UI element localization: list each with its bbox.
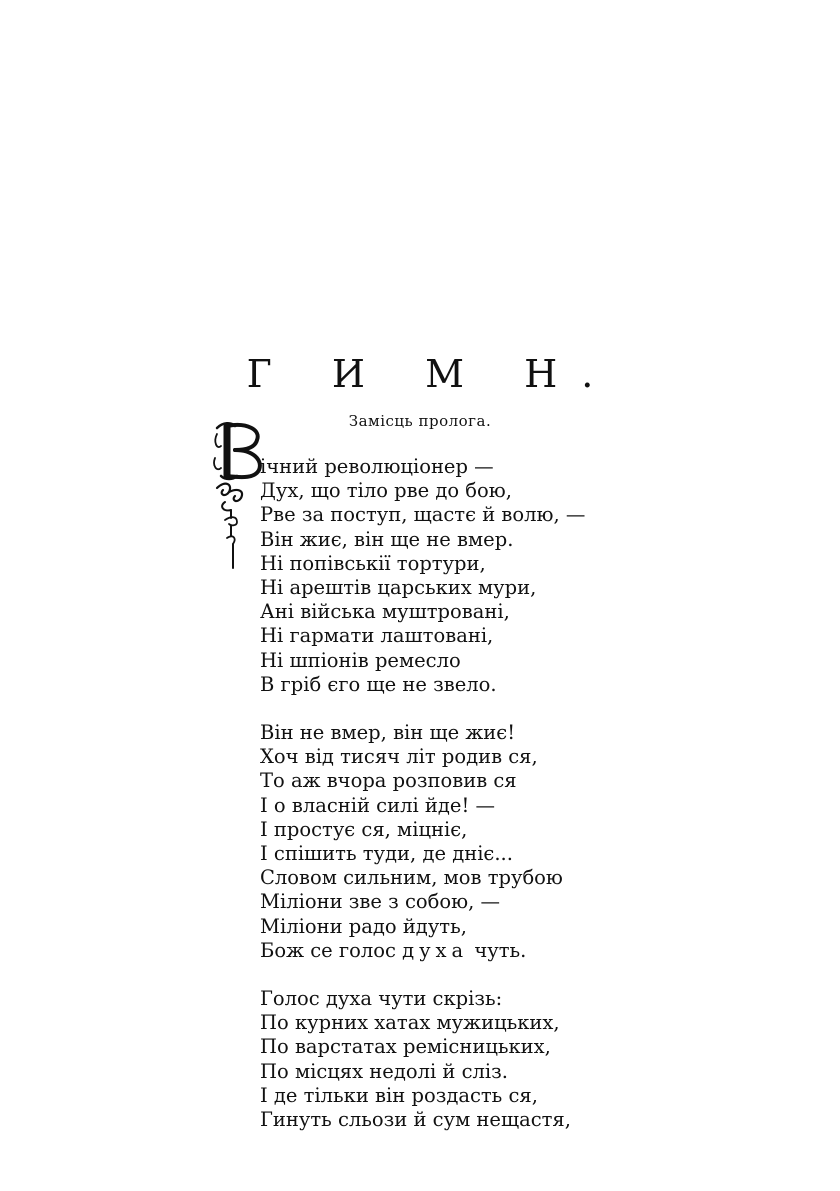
poem-line: І спішить туди, де дніє... <box>260 842 513 866</box>
poem-line: І простує ся, міцніє, <box>260 817 468 841</box>
poem-line: ічний революціонер — <box>260 455 494 478</box>
stanza-2 <box>260 721 820 963</box>
line-segment: чуть. <box>468 938 527 962</box>
poem-line: Міліони зве з собою, — <box>260 890 500 914</box>
poem-line: Він не вмер, він ще жиє! <box>260 721 516 745</box>
poem-line: Хоч від тисяч літ родив ся, <box>260 745 538 769</box>
poem-line: Ні гармати лаштовані, <box>260 624 494 648</box>
poem-line: По варстатах ремісницьких, <box>260 1035 551 1059</box>
poem-line: В гріб єго ще не звело. <box>260 672 497 696</box>
poem-line: Словом сильним, мов трубою <box>260 866 563 890</box>
poem-line: Міліони радо йдуть, <box>260 914 467 938</box>
poem-line: Ні попівськії тортури, <box>260 551 486 575</box>
stanza-3 <box>260 987 820 1132</box>
poem-line: По курних хатах мужицьких, <box>260 1011 560 1035</box>
poem-line: Дух, що тіло рве до бою, <box>260 479 512 503</box>
poem-line: Він жиє, він ще не вмер. <box>260 527 514 551</box>
poem-line: І о власній силі йде! — <box>260 793 495 817</box>
poem-subtitle: Замісць пролога. <box>348 412 492 430</box>
poem-line: Ні шпіонів ремесло <box>260 648 461 672</box>
poem-line: Гинуть сльози й сум нещастя, <box>260 1108 571 1132</box>
poem-title: Г И М Н. <box>246 352 618 396</box>
poem-line: То аж вчора розповив ся <box>260 769 517 793</box>
poem-line-emphasis <box>260 939 820 963</box>
poem-line: І де тільки він роздасть ся, <box>260 1083 538 1107</box>
poem-line: Голос духа чути скрізь: <box>260 987 503 1011</box>
poem-body <box>260 455 820 1156</box>
poem-line: Ані війська муштровані, <box>260 600 510 624</box>
poem-line: Рве за поступ, щастє й волю, — <box>260 503 586 527</box>
line-segment: Бож се голос <box>260 938 403 962</box>
stanza-1 <box>260 455 820 697</box>
ornamental-dropcap <box>213 418 265 578</box>
poem-line: Ні арештів царських мури, <box>260 576 537 600</box>
spaced-word: духа <box>402 938 469 962</box>
poem-line: По місцях недолі й сліз. <box>260 1059 508 1083</box>
